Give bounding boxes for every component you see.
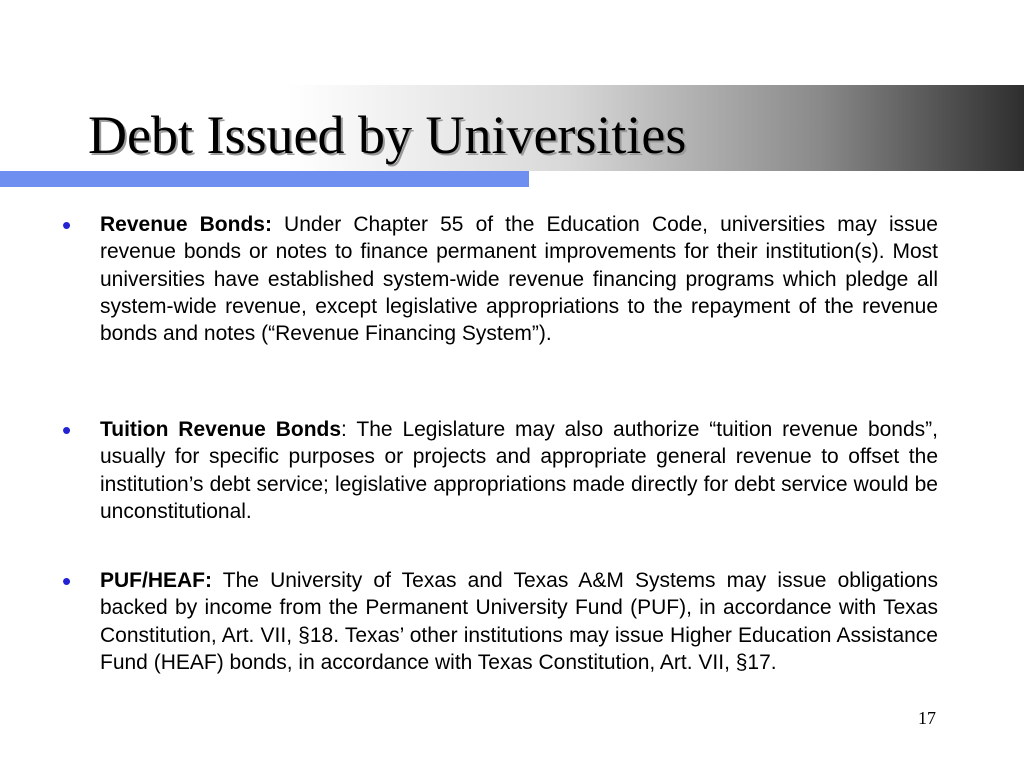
bullet-icon: • bbox=[62, 415, 72, 445]
bullet-body: : The Legislature may also authorize “tuition revenue bonds”, usually for specific purposes or projects and appropriate general revenue to offset the institution’s debt service; legislative appropriations made directly for debt service would be unconstitutional. bbox=[100, 418, 938, 523]
bullet-text bbox=[100, 211, 938, 347]
bullet-icon: • bbox=[62, 210, 72, 240]
bullet-text bbox=[100, 567, 938, 676]
bullet-text bbox=[100, 416, 938, 525]
bullet-heading: Tuition Revenue Bonds bbox=[100, 418, 342, 441]
bullet-body: The University of Texas and Texas A&M Systems may issue obligations backed by income from the Permanent University Fund (PUF), in accordance with Texas Constitution, Art. VII, §18. Texas’ other institutions may issue Higher Education Assistance Fund (HEAF) bonds, in accordance with Texas Constitution, Art. VII, §17. bbox=[100, 569, 938, 674]
bullet-heading: Revenue Bonds: bbox=[100, 213, 272, 236]
bullet-body: Under Chapter 55 of the Education Code, universities may issue revenue bonds or notes to finance permanent improvements for their institution(s). Most universities have established system-wide revenue financing programs which pledge all system-wide revenue, except legislative appropriations to the repayment of the revenue bonds and notes (“Revenue Financing System”). bbox=[100, 213, 938, 346]
slide-number: 17 bbox=[918, 708, 936, 728]
bullet-heading: PUF/HEAF: bbox=[100, 569, 212, 592]
slide-title: Debt Issued by Universities bbox=[88, 105, 687, 165]
bullet-icon: • bbox=[62, 566, 72, 596]
